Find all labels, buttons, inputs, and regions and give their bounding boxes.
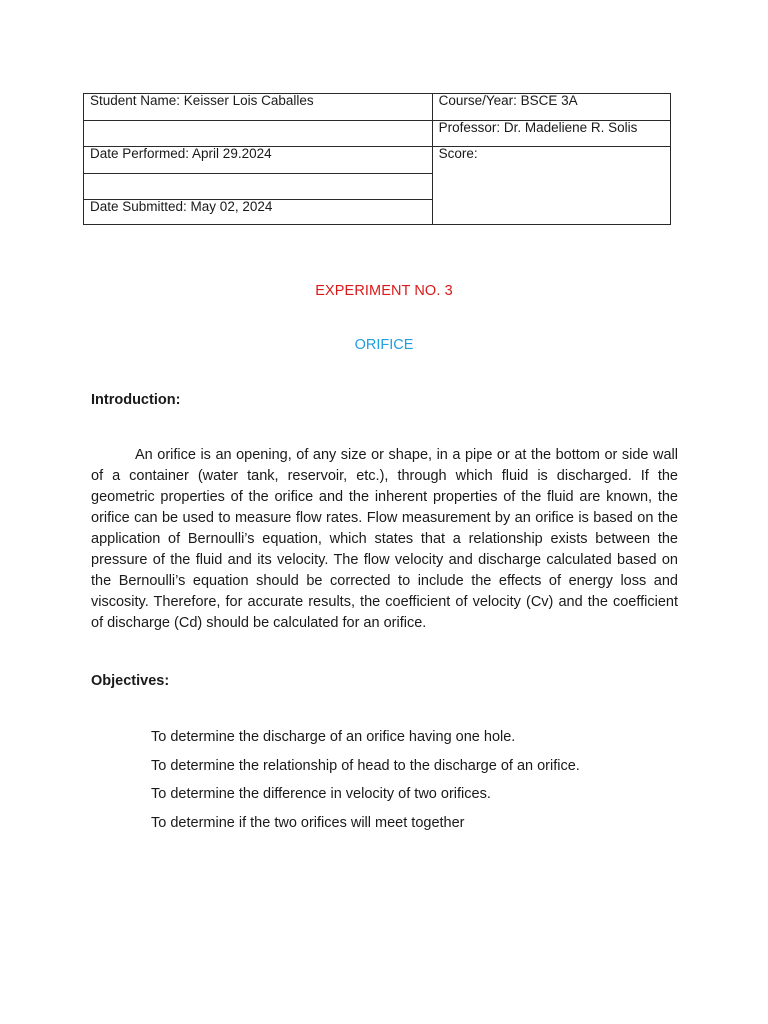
objective-item: To determine the difference in velocity of two orifices.: [151, 786, 491, 802]
date-performed-cell: [84, 147, 433, 174]
student-name-cell: [84, 94, 433, 121]
score-cell: [432, 147, 670, 225]
score: Score:: [438, 146, 478, 161]
objectives-list: [151, 727, 580, 841]
date-submitted-cell: [84, 200, 433, 225]
objective-item: To determine if the two orifices will meet together: [151, 814, 465, 831]
student-name: Student Name: Keisser Lois Caballes: [90, 93, 314, 108]
experiment-subtitle: ORIFICE: [354, 337, 414, 353]
course-year-cell: [432, 94, 670, 121]
empty-cell: [84, 121, 433, 147]
professor: Professor: Dr. Madeliene R. Solis: [438, 120, 638, 135]
student-info-table: [83, 93, 671, 225]
introduction-paragraph: An orifice is an opening, of any size or shape, in a pipe or at the bottom or side wall of a container (water tank, reservoir, etc.), through which fluid is discharged. If the geometric properties of the orifice and the inherent properties of the fluid are known, the orifice can be used to measure flow rates. Flow measurement by an orifice is based on the application of Bernoulli’s equation, which states that a relationship exists between the pressure of the fluid and its velocity. The flow velocity and discharge calculated based on the Bernoulli’s equation should be corrected to include the effects of energy loss and viscosity. Therefore, for accurate results, the coefficient of velocity (Cv) and the coefficient of discharge (Cd) should be calculated for an orifice.: [91, 447, 678, 631]
experiment-title: EXPERIMENT NO. 3: [315, 283, 453, 299]
date-performed: Date Performed: April 29.2024: [90, 146, 272, 161]
objective-item: To determine the relationship of head to the discharge of an orifice.: [151, 757, 580, 774]
date-submitted: Date Submitted: May 02, 2024: [90, 199, 273, 214]
course-year: Course/Year: BSCE 3A: [438, 93, 578, 108]
professor-cell: [432, 121, 670, 147]
objectives-heading: Objectives:: [91, 673, 170, 689]
empty-cell: [84, 174, 433, 200]
objective-item: To determine the discharge of an orifice having one hole.: [151, 729, 516, 745]
introduction-heading: Introduction:: [91, 392, 181, 408]
